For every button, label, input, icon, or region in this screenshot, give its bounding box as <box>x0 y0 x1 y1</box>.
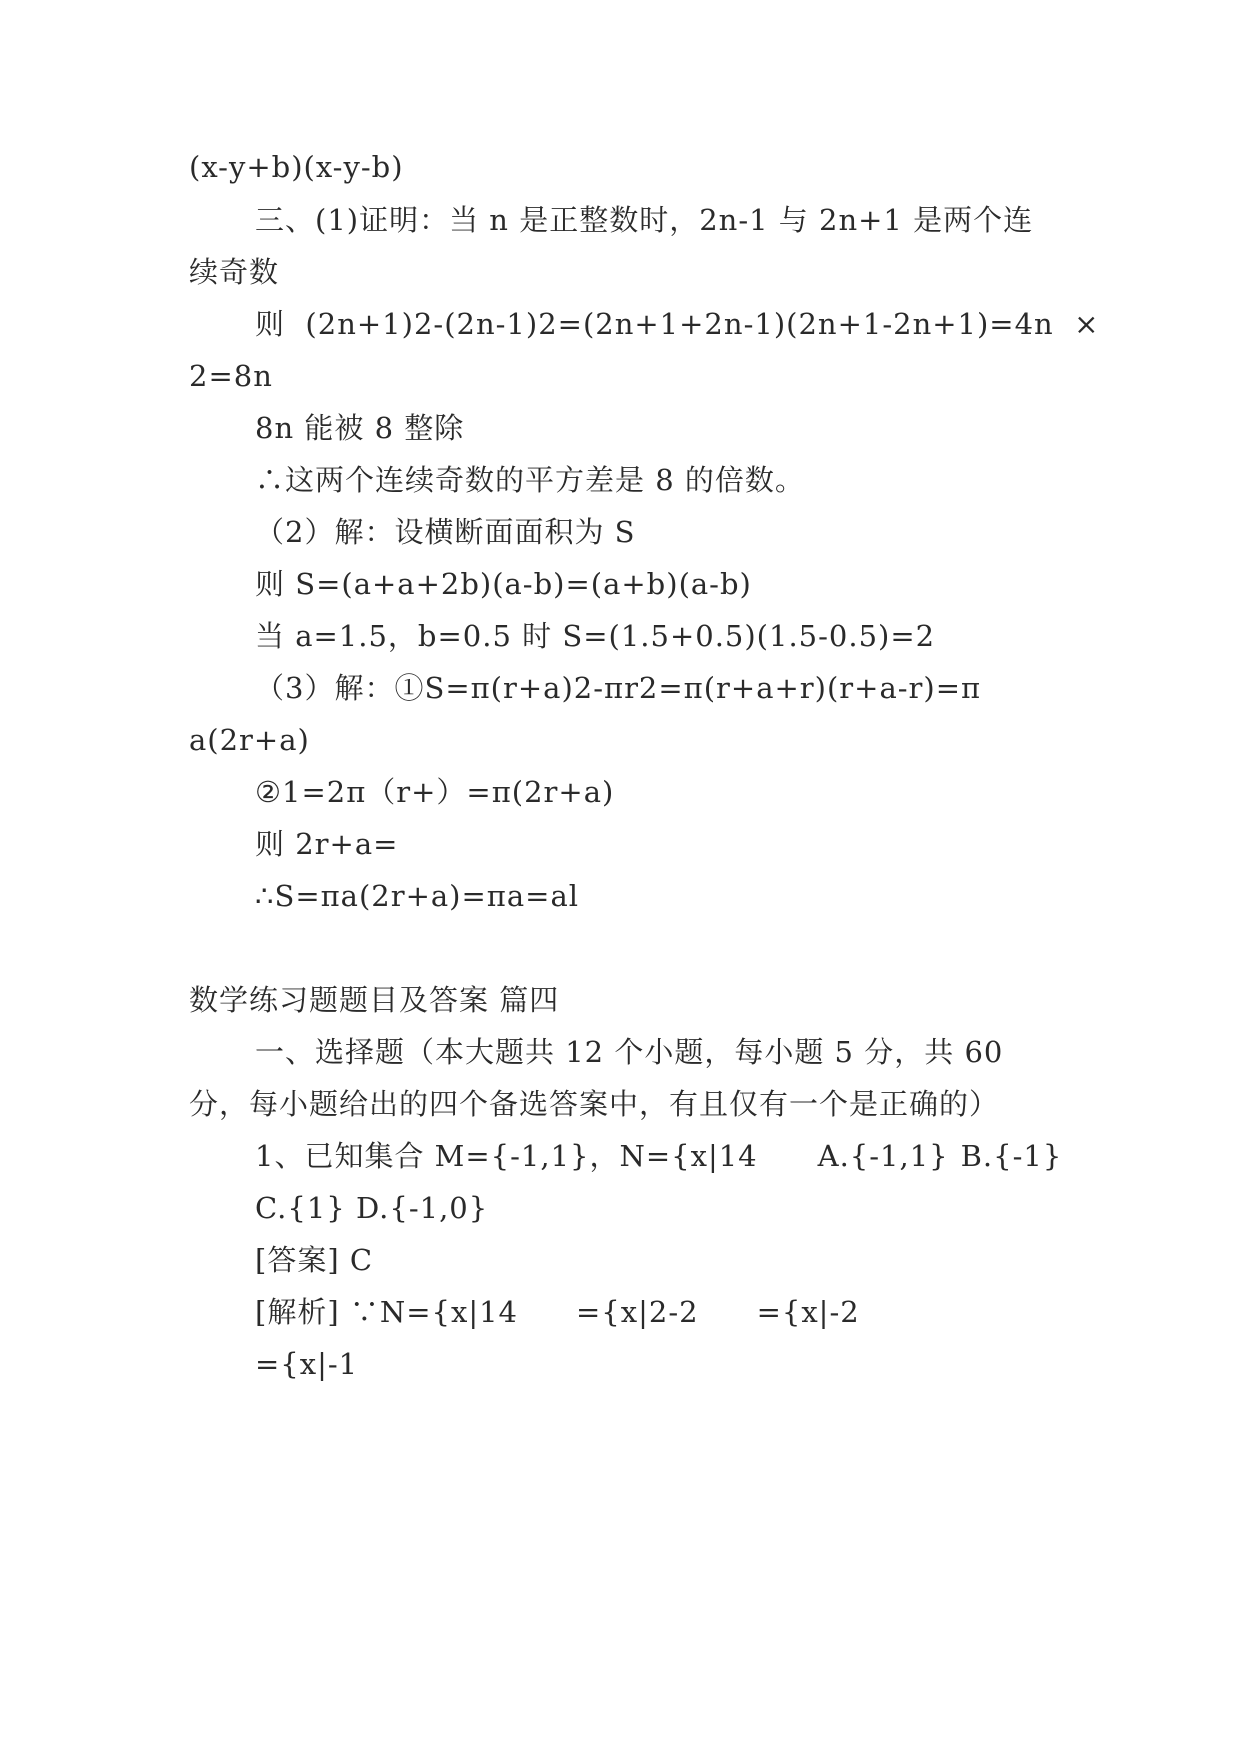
text-line: ∴S=πa(2r+a)=πa=al <box>255 879 580 913</box>
question-1-line <box>255 1137 1062 1175</box>
text-line: 当 a=1.5，b=0.5 时 S=(1.5+0.5)(1.5-0.5)=2 <box>255 619 936 653</box>
text-line: 三、(1)证明：当 n 是正整数时，2n-1 与 2n+1 是两个连 <box>255 203 1034 237</box>
text-line: 续奇数 <box>189 255 280 289</box>
analysis-continuation: ={x|-1 <box>255 1347 359 1381</box>
analysis-part-1: [解析] ∵N={x|14 <box>255 1295 518 1329</box>
option-a: A.{-1,1} <box>817 1139 949 1173</box>
analysis-part-2: ={x|2-2 <box>576 1295 699 1329</box>
question-intro-line: 一、选择题（本大题共 12 个小题，每小题 5 分，共 60 <box>255 1035 1004 1069</box>
analysis-line <box>255 1293 860 1331</box>
text-line: （3）解：①S=π(r+a)2-πr2=π(r+a+r)(r+a-r)=π <box>255 671 982 705</box>
text-line: a(2r+a) <box>189 723 310 757</box>
text-line: 则 S=(a+a+2b)(a-b)=(a+b)(a-b) <box>255 567 752 601</box>
text-line: 2=8n <box>189 359 273 393</box>
section-heading: 数学练习题题目及答案 篇四 <box>189 983 560 1017</box>
text-line: 则 (2n+1)2-(2n-1)2=(2n+1+2n-1)(2n+1-2n+1)=4n × <box>255 307 1100 341</box>
option-b: B.{-1} <box>960 1139 1063 1173</box>
text-line: ②1=2π（r+）=π(2r+a) <box>255 775 615 809</box>
question-1-stem: 1、已知集合 M={-1,1}，N={x|14 <box>255 1139 758 1173</box>
text-line: (x-y+b)(x-y-b) <box>189 150 404 184</box>
answer-line: [答案] C <box>255 1243 374 1277</box>
text-line: 8n 能被 8 整除 <box>255 411 465 445</box>
question-intro-line: 分，每小题给出的四个备选答案中，有且仅有一个是正确的） <box>189 1087 1000 1121</box>
analysis-part-3: ={x|-2 <box>756 1295 860 1329</box>
options-cd: C.{1} D.{-1,0} <box>255 1191 489 1225</box>
text-line: （2）解：设横断面面积为 S <box>255 515 636 549</box>
text-line: ∴这两个连续奇数的平方差是 8 的倍数。 <box>255 463 805 497</box>
text-line: 则 2r+a= <box>255 827 399 861</box>
